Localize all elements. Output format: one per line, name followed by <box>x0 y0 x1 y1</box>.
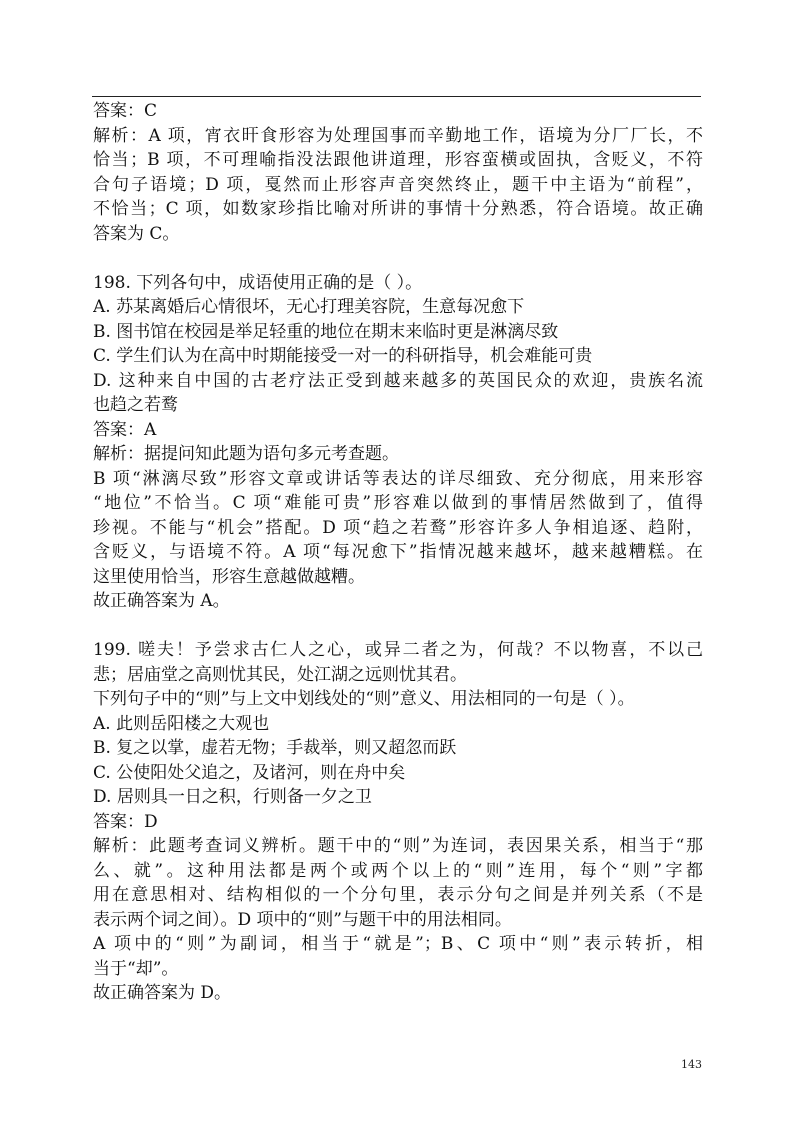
option-b: B. 复之以掌，虚若无物；手裁举，则又超忽而跃 <box>93 738 457 758</box>
explanation-line: 用在意思相对、结构相似的一个分句里，表示分句之间是并列关系（不是 <box>93 885 703 905</box>
explanation-line: A 项中的“则”为副词，相当于“就是”；B、C 项中“则”表示转折，相 <box>93 934 703 954</box>
passage-line: 悲；居庙堂之高则忧其民，处江湖之远则忧其君。 <box>93 664 467 685</box>
explanation-line: 表示两个词之间）。D 项中的“则”与题干中的用法相同。 <box>93 909 512 930</box>
answer-line: 答案：A <box>93 419 157 440</box>
explanation-line: 恰当；B 项，不可理喻指没法跟他讲道理，形容蛮横或固执，含贬义，不符 <box>93 150 703 170</box>
passage-line: 199. 嗟夫！予尝求古仁人之心，或异二者之为，何哉？不以物喜，不以己 <box>93 640 703 660</box>
option-c: C. 学生们认为在高中时期能接受一对一的科研指导，机会难能可贵 <box>93 346 593 366</box>
option-a: A. 此则岳阳楼之大观也 <box>93 713 270 734</box>
explanation-line: 当于“却”。 <box>93 958 179 979</box>
spacer <box>93 614 703 639</box>
explanation-line: 珍视。不能与“机会”搭配。D 项“趋之若鹜”形容许多人争相追逐、趋附， <box>93 517 703 538</box>
explanation-line: B 项“淋漓尽致”形容文章或讲话等表达的详尽细致、充分彻底，用来形容 <box>93 468 703 489</box>
question-199 <box>93 638 703 1006</box>
explanation-line: 答案为 C。 <box>93 223 180 244</box>
explanation-line: 不恰当；C 项，如数家珍指比喻对所讲的事情十分熟悉，符合语境。故正确 <box>93 199 703 219</box>
option-a: A. 苏某离婚后心情很坏，无心打理美容院，生意每况愈下 <box>93 297 525 317</box>
option-d: D. 居则具一日之积，行则备一夕之卫 <box>93 787 372 807</box>
spacer <box>93 246 703 271</box>
answer-line: 答案：D <box>93 811 158 832</box>
option-c: C. 公使阳处父追之，及诸河，则在舟中矣 <box>93 762 406 783</box>
page-content <box>93 99 703 1006</box>
option-d: D. 这种来自中国的古老疗法正受到越来越多的英国民众的欢迎，贵族名流 <box>93 370 703 391</box>
option-b: B. 图书馆在校园是举足轻重的地位在期末来临时更是淋漓尽致 <box>93 321 559 342</box>
explanation-line: 合句子语境；D 项，戛然而止形容声音突然终止，题干中主语为“前程”， <box>93 174 703 195</box>
question-stem: 下列句子中的“则”与上文中划线处的“则”意义、用法相同的一句是（ ）。 <box>93 689 635 709</box>
answer-line: 答案：C <box>93 101 158 121</box>
explanation-line: 故正确答案为 A。 <box>93 591 230 611</box>
explanation-line: “地位”不恰当。C 项“难能可贵”形容难以做到的事情居然做到了，值得 <box>93 493 703 513</box>
explanation-line: 含贬义，与语境不符。A 项“每况愈下”指情况越来越坏，越来越糟糕。在 <box>93 542 703 562</box>
explanation-line: 么、就”。这种用法都是两个或两个以上的“则”连用，每个“则”字都 <box>93 860 703 881</box>
question-stem: 198. 下列各句中，成语使用正确的是（ ）。 <box>93 272 423 293</box>
top-rule <box>92 96 701 97</box>
explanation-line: 解析：此题考查词义辨析。题干中的“则”为连词，表因果关系，相当于“那 <box>93 836 703 856</box>
explanation-line: 这里使用恰当，形容生意越做越糟。 <box>93 566 365 587</box>
question-197-end <box>93 99 703 246</box>
option-d-continued: 也趋之若鹜 <box>93 395 178 415</box>
page-number: 143 <box>681 1058 702 1071</box>
explanation-line: 解析：A 项，宵衣旰食形容为处理国事而辛勤地工作，语境为分厂厂长，不 <box>93 125 703 146</box>
explanation-line: 故正确答案为 D。 <box>93 983 232 1003</box>
explanation-line: 解析：据提问知此题为语句多元考查题。 <box>93 444 399 464</box>
question-198 <box>93 271 703 614</box>
